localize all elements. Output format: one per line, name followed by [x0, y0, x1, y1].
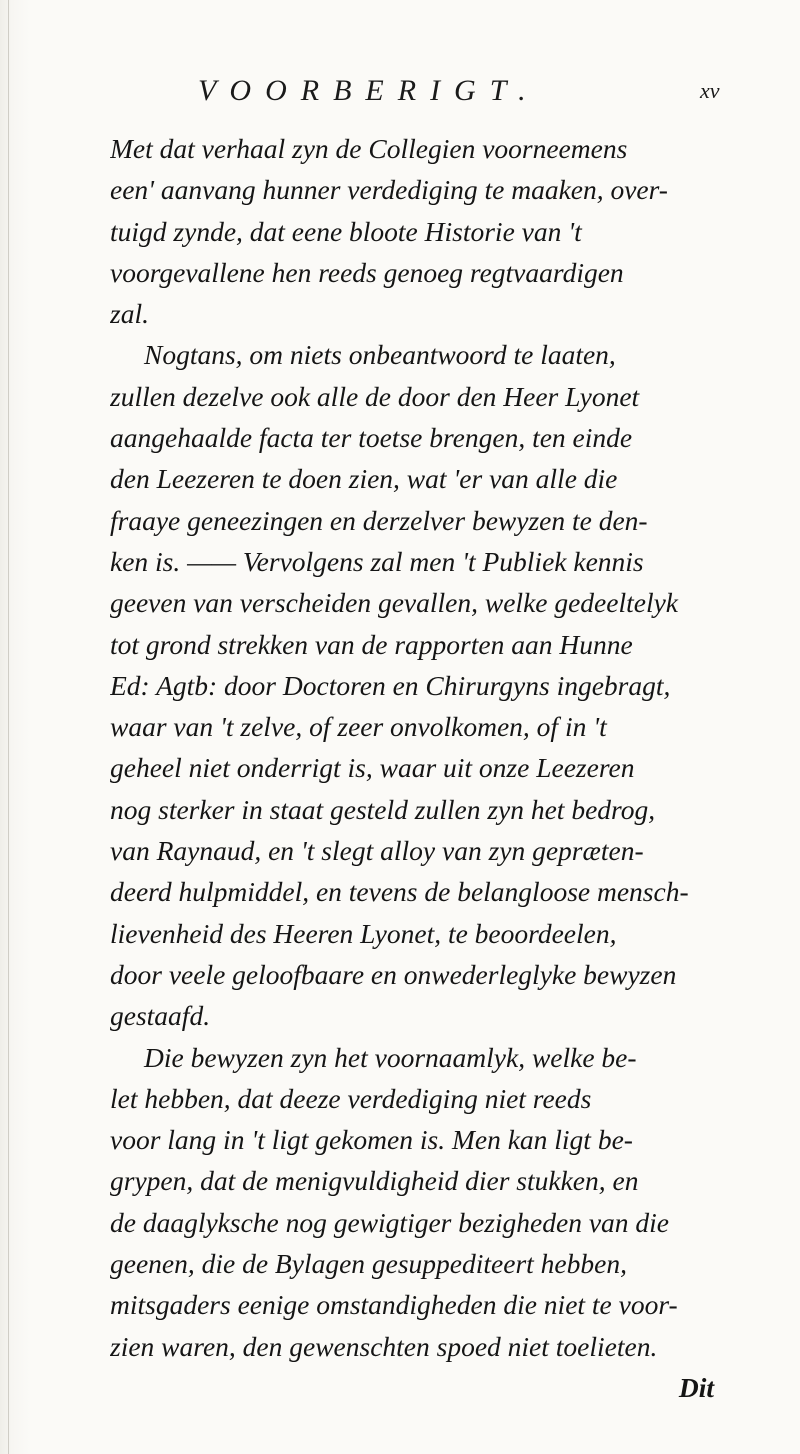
text-line: fraaye geneezingen en derzelver bewyzen te den- [110, 504, 648, 536]
text-line: de daaglyksche nog gewigtiger bezigheden van die [110, 1206, 670, 1238]
body-text [110, 128, 720, 1408]
text-line: nog sterker in staat gesteld zullen zyn het bedrog, [110, 793, 656, 825]
text-line: let hebben, dat deeze verdediging niet reeds [110, 1082, 592, 1114]
text-line: den Leezeren te doen zien, wat 'er van alle die [110, 463, 618, 495]
page-header [0, 74, 800, 114]
text-line: tuigd zynde, dat eene bloote Historie van 't [110, 215, 582, 247]
binding-gutter [8, 0, 9, 1454]
text-line: deerd hulpmiddel, en tevens de belangloose mensch- [110, 876, 689, 908]
text-line: Ed: Agtb: door Doctoren en Chirurgyns ingebragt, [110, 669, 671, 701]
text-line: mitsgaders eenige omstandigheden die niet te voor- [110, 1289, 678, 1321]
text-line: geeven van verscheiden gevallen, welke gedeeltelyk [110, 587, 679, 619]
text-line: lievenheid des Heeren Lyonet, te beoordeelen, [110, 917, 617, 949]
text-line: zullen dezelve ook alle de door den Heer Lyonet [110, 380, 640, 412]
text-line: voor lang in 't ligt gekomen is. Men kan ligt be- [110, 1124, 633, 1156]
text-line: voorgevallene hen reeds genoeg regtvaardigen [110, 256, 624, 288]
text-line: door veele geloofbaare en onwederleglyke bewyzen [110, 958, 677, 990]
text-line: grypen, dat de menigvuldigheid dier stukken, en [110, 1165, 639, 1197]
text-line: zal. [110, 298, 149, 330]
text-line: tot grond strekken van de rapporten aan Hunne [110, 628, 633, 660]
text-line: ken is. —— Vervolgens zal men 't Publiek kennis [110, 545, 644, 577]
text-line: Die bewyzen zyn het voornaamlyk, welke be- [144, 1041, 637, 1073]
page-number: xv [700, 78, 720, 103]
running-title: VOORBERIGT. [198, 74, 540, 107]
text-line: zien waren, den gewenschten spoed niet toelieten. [110, 1330, 658, 1362]
text-line: gestaafd. [110, 1000, 211, 1032]
text-line: Nogtans, om niets onbeantwoord te laaten, [144, 339, 616, 371]
text-line: een' aanvang hunner verdediging te maaken, over- [110, 174, 668, 206]
text-line: geenen, die de Bylagen gesuppediteert hebben, [110, 1248, 627, 1280]
text-line: van Raynaud, en 't slegt alloy van zyn gepræten- [110, 835, 644, 867]
text-line: aangehaalde facta ter toetse brengen, ten einde [110, 422, 633, 454]
text-line: Met dat verhaal zyn de Collegien voorneemens [110, 133, 628, 164]
catchword: Dit [678, 1371, 714, 1403]
text-line: geheel niet onderrigt is, waar uit onze Leezeren [110, 752, 635, 784]
text-line: waar van 't zelve, of zeer onvolkomen, of in 't [110, 711, 607, 743]
